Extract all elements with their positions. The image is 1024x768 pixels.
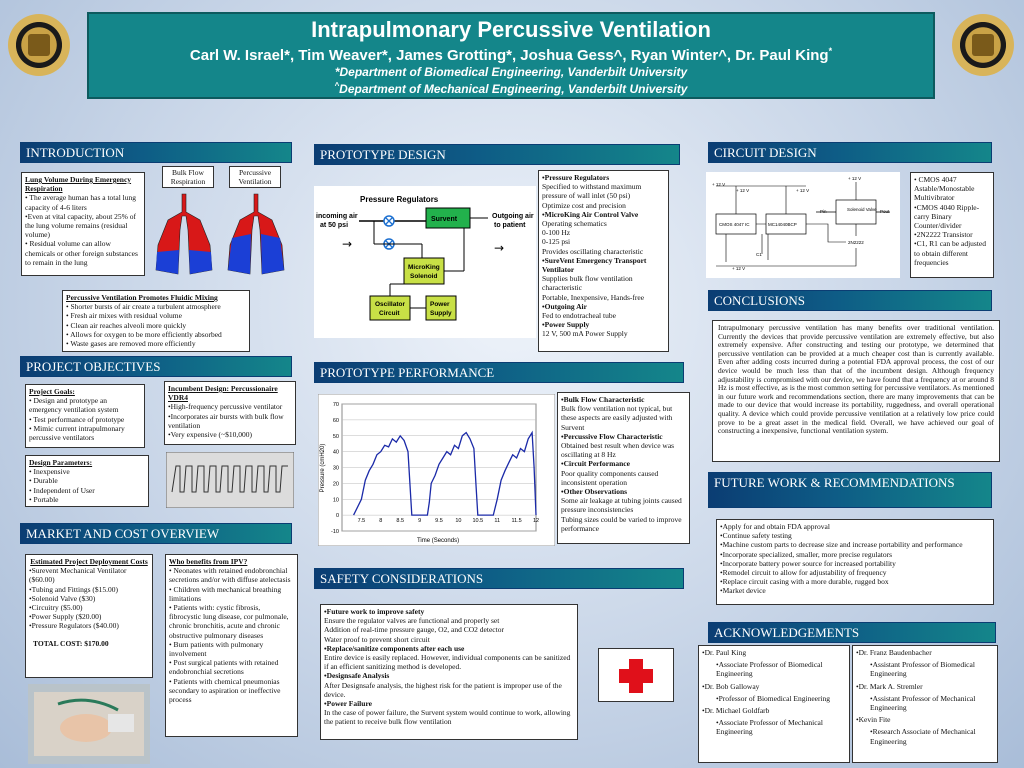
chart-ytick-label: -10 bbox=[331, 529, 339, 535]
design-parameters-box bbox=[25, 455, 149, 507]
who-item: • Neonates with retained endobronchial secretions and/or with diffuse atelectasis bbox=[169, 566, 291, 585]
chart-xtick-label: 11.5 bbox=[511, 518, 522, 525]
perf-group: •Other Observations Some air leakage at tubing joints caused pressure inconsistencies Tubing sizes could be varied to improve performance bbox=[561, 487, 682, 533]
chart-ytick-label: 50 bbox=[332, 433, 339, 440]
cost-item: •Pressure Regulators ($40.00) bbox=[29, 621, 119, 631]
university-seal-right bbox=[952, 14, 1014, 76]
chart-ytick-label: 40 bbox=[332, 449, 339, 456]
future-item: •Market device bbox=[720, 586, 766, 596]
solenoid-valve-block bbox=[836, 200, 876, 224]
circuit-item: •CMOS 4040 Ripple-carry Binary Counter/divider bbox=[914, 202, 980, 231]
section-future-work: FUTURE WORK & RECOMMENDATIONS bbox=[708, 472, 992, 508]
param-item: • Durable bbox=[29, 476, 58, 486]
ack-role: •Assistant Professor of Mechanical Engineering bbox=[870, 693, 976, 713]
chart-xtick-label: 10.5 bbox=[472, 518, 484, 525]
lung-item: •Even at vital capacity, about 25% of the lung volume remains (residual volume) bbox=[25, 211, 137, 240]
svg-text:+ 12 V: + 12 V bbox=[712, 182, 726, 187]
ack-left-box bbox=[698, 645, 850, 763]
red-cross-box bbox=[598, 648, 674, 702]
percussive-label: Percussive Ventilation bbox=[229, 166, 281, 188]
cost-box bbox=[25, 554, 153, 678]
circuit-item: •C1, R1 can be adjusted to obtain different frequencies bbox=[914, 239, 986, 267]
svg-text:Pout: Pout bbox=[880, 209, 890, 214]
chart-ytick-label: 0 bbox=[335, 513, 339, 520]
cost-item: •Circuitry ($5.00) bbox=[29, 603, 83, 613]
chart-xtick-label: 9 bbox=[418, 518, 422, 525]
circuit-notes-box bbox=[910, 172, 994, 278]
ack-name: •Kevin Fite bbox=[856, 715, 891, 725]
incumbent-design-box bbox=[164, 381, 296, 445]
lungs-bulk-flow bbox=[156, 194, 212, 274]
svg-text:+ 12 V: + 12 V bbox=[732, 266, 746, 271]
cost-title: Estimated Project Deployment Costs bbox=[30, 557, 148, 566]
waveform-photo bbox=[166, 452, 294, 508]
lung-volume-title: Lung Volume During Emergency Respiration bbox=[25, 175, 132, 194]
section-project-objectives: PROJECT OBJECTIVES bbox=[20, 356, 292, 377]
lungs-percussive bbox=[228, 194, 284, 274]
ipv-item: • Shorter bursts of air create a turbulent atmosphere bbox=[66, 302, 221, 312]
spec-group: •Pressure Regulators Specified to withstand maximum pressure of wall inlet (50 psi) Optimize cost and precision bbox=[542, 173, 642, 210]
diagram-incoming-psi: at 50 psi bbox=[320, 222, 349, 229]
section-prototype-performance: PROTOTYPE PERFORMANCE bbox=[314, 362, 684, 383]
svg-text:+ 12 V: + 12 V bbox=[796, 188, 810, 193]
performance-notes-box bbox=[557, 392, 690, 544]
future-item: •Incorporate battery power source for increased portability bbox=[720, 558, 896, 568]
svg-text:+ 12 V: + 12 V bbox=[848, 176, 862, 181]
ack-role: •Professor of Biomedical Engineering bbox=[716, 693, 831, 703]
future-item: •Machine custom parts to decrease size and increase portability and performance bbox=[720, 540, 963, 550]
supply-label: Supply bbox=[430, 310, 452, 317]
university-seal-left bbox=[8, 14, 70, 76]
incumbent-item: •High-frequency percussive ventilator bbox=[168, 402, 283, 412]
ack-role: •Associate Professor of Biomedical Engineering bbox=[716, 660, 823, 679]
perf-group: •Circuit Performance Poor quality components caused inconsistent operation bbox=[561, 459, 659, 487]
svg-text:→: → bbox=[342, 237, 353, 251]
title-banner bbox=[87, 12, 935, 99]
patient-photo bbox=[28, 684, 150, 764]
section-acknowledgements: ACKNOWLEDGEMENTS bbox=[708, 622, 996, 643]
who-item: • Children with mechanical breathing limitations bbox=[169, 584, 282, 603]
goal-item: • Test performance of prototype bbox=[29, 414, 125, 424]
circuit-schematic bbox=[706, 172, 900, 278]
safety-box bbox=[320, 604, 578, 740]
svg-text:C1: C1 bbox=[756, 252, 762, 257]
spec-group: •MicroKing Air Control Valve Operating schematics 0-100 Hz 0-125 psi Provides oscillating characteristic bbox=[542, 209, 644, 256]
perf-group: •Bulk Flow Characteristic Bulk flow ventilation not typical, but these aspects are easily adjusted with Survent bbox=[561, 395, 673, 432]
chart-xtick-label: 10 bbox=[455, 518, 462, 525]
total-cost: TOTAL COST: $170.00 bbox=[33, 638, 109, 648]
section-introduction: INTRODUCTION bbox=[20, 142, 292, 163]
future-item: •Apply for and obtain FDA approval bbox=[720, 522, 830, 531]
ack-name: •Dr. Mark A. Stremler bbox=[856, 681, 923, 691]
ack-name: •Dr. Paul King bbox=[702, 648, 747, 657]
safety-group: •Replace/sanitize components after each use Entire device is easily replaced. However, individual components can be sanitized if an efficient sanitizing method is developed. bbox=[324, 643, 571, 672]
chart-ytick-label: 70 bbox=[332, 402, 339, 408]
chart-xtick-label: 7.5 bbox=[357, 518, 366, 525]
lung-item: • The average human has a total lung capacity of 4-6 liters bbox=[25, 193, 136, 212]
who-benefits-box bbox=[165, 554, 298, 737]
param-item: • Portable bbox=[29, 494, 59, 504]
section-prototype-design: PROTOTYPE DESIGN bbox=[314, 144, 680, 165]
power-label: Power bbox=[430, 301, 450, 308]
design-parameters-title: Design Parameters: bbox=[29, 458, 93, 467]
section-circuit-design: CIRCUIT DESIGN bbox=[708, 142, 992, 163]
safety-group: •Future work to improve safety Ensure the regulator valves are functional and properly set Addition of real-time pressure gauge, O2, and CO2 detector Water proof to prevent short circuit bbox=[324, 607, 504, 644]
spec-group: •SureVent Emergency Transport Ventilator Supplies bulk flow ventilation characteristic Portable, Inexpensive, Hands-free bbox=[542, 255, 647, 302]
ipv-item: • Waste gases are removed more efficiently bbox=[66, 339, 196, 349]
ipv-item: • Allows for oxygen to be more efficiently absorbed bbox=[66, 329, 222, 339]
section-conclusions: CONCLUSIONS bbox=[708, 290, 992, 311]
ack-role: •Associate Professor of Mechanical Engineering bbox=[716, 718, 823, 737]
prototype-diagram bbox=[314, 186, 536, 338]
conclusions-text: Intrapulmonary percussive ventilation has many benefits over traditional ventilation. Currently the devices that provide percussive ventilation are extremely effective, but also extremely expensive. After constructing and testing our prototype, we determined that percussive ventilation can be provided at a much cheaper cost than is currently available. Even after adding costs incurred during a potential FDA approval process, the cost of our device would be much less than that of the incumbent design. Although frequency adjustability is compromised with our device, we have found that a frequency at or around 8 Hz is most effective, as is the most common setting for percussive ventilators. As mentioned in our future work and recommendations section, there are many improvements that can be made to our device that would increase its portability, ruggedness, and overall operational quality. A device which could provide percussive ventilation at a relatively low price could prove to be a great asset in the medical field. Overall, we have achieved our goal of constructing a inexpensive, functional ventilation system. bbox=[712, 320, 1000, 462]
prototype-specs-box bbox=[538, 170, 669, 352]
incumbent-title: Incumbent Design: Percussionaire VDR4 bbox=[168, 384, 278, 403]
circuit-item: •2N2222 Transistor bbox=[914, 230, 973, 240]
department-1: *Department of Biomedical Engineering, Vanderbilt University bbox=[334, 65, 688, 79]
svg-text:MC14040BCP: MC14040BCP bbox=[768, 222, 797, 227]
ipv-mixing-box bbox=[62, 290, 250, 352]
future-item: •Continue safety testing bbox=[720, 531, 792, 541]
safety-group: •Power Failure In the case of power failure, the Survent system would continue to work, allowing the patient to receive bulk flow ventilation bbox=[324, 699, 571, 727]
future-work-box bbox=[716, 519, 994, 605]
ack-right-box bbox=[852, 645, 998, 763]
spec-group: •Outgoing Air Fed to endotracheal tube bbox=[542, 301, 616, 321]
ack-role: •Research Associate of Mechanical Engineering bbox=[870, 727, 976, 746]
solenoid-label: Solenoid bbox=[410, 273, 438, 280]
chart-ytick-label: 30 bbox=[332, 465, 339, 472]
chart-xtick-label: 12 bbox=[532, 518, 540, 525]
incumbent-item: •Very expensive (~$10,000) bbox=[168, 430, 252, 440]
cost-item: •Power Supply ($20.00) bbox=[29, 612, 102, 622]
chart-ytick-label: 20 bbox=[332, 481, 339, 488]
chart-xlabel: Time (Seconds) bbox=[416, 538, 460, 544]
future-item: •Replace circuit casing with a more durable, rugged box bbox=[720, 577, 889, 587]
safety-group: •Designsafe Analysis After Designsafe analysis, the highest risk for the patient is improper use of the device. bbox=[324, 671, 562, 699]
cost-item: •Tubing and Fittings ($15.00) bbox=[29, 584, 119, 594]
svg-text:2N2222: 2N2222 bbox=[848, 240, 864, 245]
future-item: •Incorporate specialized, smaller, more precise regulators bbox=[720, 549, 893, 559]
pressure-chart bbox=[318, 394, 555, 546]
svg-text:Solenoid Valve: Solenoid Valve bbox=[847, 207, 877, 212]
cost-item: •Solenoid Valve ($30) bbox=[29, 593, 96, 603]
project-goals-box bbox=[25, 384, 145, 448]
chart-xtick-label: 11 bbox=[494, 518, 501, 525]
svg-text:→: → bbox=[494, 241, 505, 255]
microking-label: MicroKing bbox=[408, 264, 440, 271]
future-item: •Remodel circuit to allow for adjustability of frequency bbox=[720, 568, 887, 578]
microking-block bbox=[404, 258, 444, 284]
chart-ytick-label: 60 bbox=[332, 417, 339, 424]
who-item: • Burn patients with pulmonary involvement bbox=[169, 639, 264, 659]
goal-item: • Design and prototype an emergency ventilation system bbox=[29, 396, 119, 415]
chart-ylabel: Pressure (cmH20) bbox=[320, 443, 326, 493]
who-item: • Post surgical patients with retained endobronchial secretions bbox=[169, 658, 279, 677]
goal-item: • Mimic current intrapulmonary percussive ventilators bbox=[29, 423, 125, 443]
param-item: • Independent of User bbox=[29, 485, 95, 495]
ack-name: •Dr. Bob Galloway bbox=[702, 681, 760, 691]
section-market: MARKET AND COST OVERVIEW bbox=[20, 523, 292, 544]
department-2: ^Department of Mechanical Engineering, Vanderbilt University bbox=[334, 81, 688, 96]
chart-ytick-label: 10 bbox=[332, 497, 339, 504]
lung-item: • Residual volume can allow chemicals or other foreign substances to remain in the lung bbox=[25, 239, 138, 267]
oscillator-label: Oscillator bbox=[375, 301, 405, 308]
chart-xtick-label: 8.5 bbox=[396, 518, 405, 525]
poster-title: Intrapulmonary Percussive Ventilation bbox=[311, 17, 711, 42]
ack-role: •Assistant Professor of Biomedical Engineering bbox=[870, 660, 975, 679]
circuit-item: • CMOS 4047 Astable/Monostable Multivibrator bbox=[914, 175, 975, 203]
diagram-regulators-label: Pressure Regulators bbox=[360, 195, 439, 204]
circuit-label: Circuit bbox=[379, 310, 400, 317]
spec-group: •Power Supply 12 V, 500 mA Power Supply bbox=[542, 320, 628, 339]
chart-xtick-label: 9.5 bbox=[435, 518, 443, 525]
lung-volume-box bbox=[21, 172, 145, 276]
authors: Carl W. Israel*, Tim Weaver*, James Grotting*, Joshua Gess^, Ryan Winter^, Dr. Paul King* bbox=[189, 46, 833, 64]
who-benefits-title: Who benefits from IPV? bbox=[169, 557, 248, 566]
outgoing-label: Outgoing air bbox=[492, 213, 534, 220]
ipv-item: • Clean air reaches alveoli more quickly bbox=[66, 320, 187, 330]
ack-name: •Dr. Michael Goldfarb bbox=[702, 706, 770, 716]
incumbent-item: •Incorporates air bursts with bulk flow ventilation bbox=[168, 411, 284, 430]
who-item: • Patients with: cystic fibrosis, fibrocystic lung disease, cor pulmonale, chronic bronchitis, acute and chronic obstructive pulmonary diseases bbox=[169, 603, 289, 640]
who-item: • Patients with chemical pneumonias secondary to aspiration or ineffective process bbox=[169, 676, 281, 705]
svg-text:+ 12 V: + 12 V bbox=[736, 188, 750, 193]
lungs-illustration bbox=[150, 190, 290, 282]
ipv-mixing-title: Percussive Ventilation Promotes Fluidic Mixing bbox=[66, 293, 218, 302]
svg-text:CMOS 4047 IC: CMOS 4047 IC bbox=[719, 222, 750, 227]
outgoing-label-2: to patient bbox=[494, 222, 526, 229]
perf-group: •Percussive Flow Characteristic Obtained best result when device was oscillating at 8 Hz bbox=[561, 431, 675, 460]
survent-label: Survent bbox=[431, 216, 458, 223]
diagram-incoming-label: incoming air bbox=[316, 213, 358, 220]
chart-xtick-label: 8 bbox=[379, 518, 383, 525]
ipv-item: • Fresh air mixes with residual volume bbox=[66, 311, 182, 321]
param-item: • Inexpensive bbox=[29, 467, 70, 477]
cost-item: •Surevent Mechanical Ventilator ($60.00) bbox=[29, 566, 127, 585]
project-goals-title: Project Goals: bbox=[29, 387, 75, 396]
svg-text:Pin: Pin bbox=[820, 209, 827, 214]
bulk-flow-label: Bulk Flow Respiration bbox=[162, 166, 214, 188]
ack-name: •Dr. Franz Baudenbacher bbox=[856, 648, 932, 657]
section-safety: SAFETY CONSIDERATIONS bbox=[314, 568, 684, 589]
